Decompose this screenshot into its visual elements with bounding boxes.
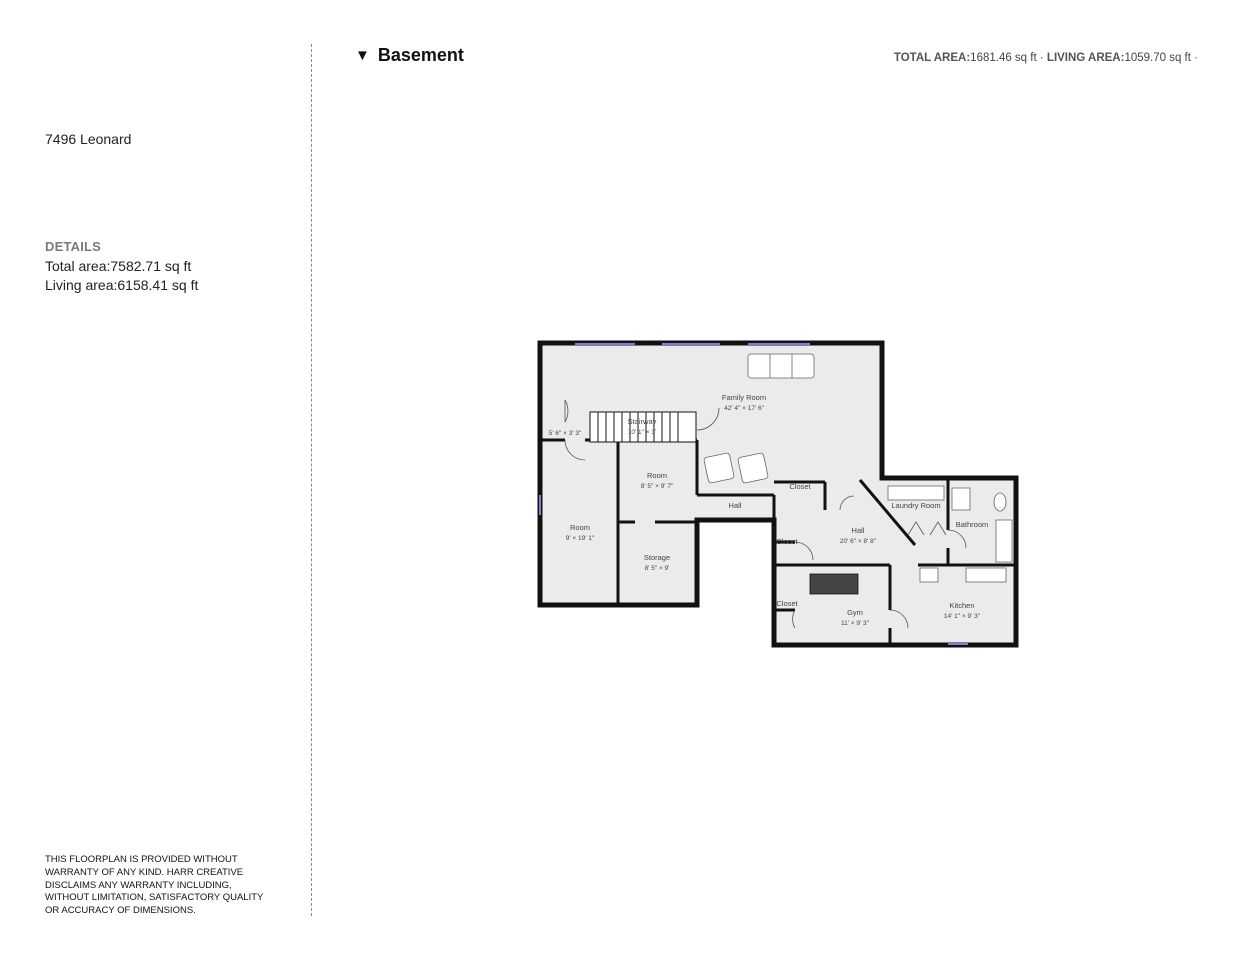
floor-title: Basement [377,45,464,65]
room-label-hall-upper: Hall [728,501,742,510]
room-dims-room-left: 9' × 19' 1" [565,535,595,542]
triangle-down-icon: ▼ [355,47,370,64]
property-address: 7496 Leonard [45,131,132,147]
room-label-stairway: Stairway [627,417,657,426]
total-area-value: 7582.71 sq ft [110,258,192,274]
details-section [45,239,198,295]
room-label-room-left: Room [569,523,591,532]
cutout [697,522,774,612]
info-sidebar [0,0,312,960]
details-heading: DETAILS [45,239,102,254]
disclaimer-text: THIS FLOORPLAN IS PROVIDED WITHOUT WARRANTY OF ANY KIND. HARR CREATIVE DISCLAIMS ANY WARRANTY INCLUDING, WITHOUT LIMITATION, SATISFACTORY QUALITY OR ACCURACY OF DIMENSIONS. [45,854,264,917]
room-label-laundry: Laundry Room [891,501,941,510]
room-dims-kitchen: 14' 1" × 9' 3" [943,613,981,620]
room-label-closet-mid: Closet [776,537,798,546]
floor-area-summary [894,52,1198,64]
room-label-hall-main: Hall [851,526,865,535]
room-dims-storage: 8' 5" × 9' [644,565,670,572]
room-dims-small-closet: 5' 6" × 3' 3" [548,430,582,437]
room-dims-hall-main: 20' 6" × 8' 8" [839,538,877,545]
room-label-family-room: Family Room [721,393,767,402]
living-area-label: Living area: [45,277,118,293]
room-dims-room-center: 8' 5" × 9' 7" [640,483,674,490]
room-label-closet-top: Closet [789,482,811,491]
room-dims-family-room: 42' 4" × 17' 6" [724,405,764,412]
total-area-label: Total area: [45,258,111,274]
room-label-closet-low: Closet [776,599,798,608]
room-label-storage: Storage [643,553,671,562]
living-area-value: 6158.41 sq ft [117,277,199,293]
floor-living-area-label: LIVING AREA: [1046,52,1125,64]
floor-total-area-label: TOTAL AREA: [893,52,971,64]
living-area-row [45,276,198,295]
floor-living-area-value: 1059.70 sq ft [1124,52,1191,64]
room-label-room-center: Room [646,471,668,480]
room-dims-stairway: 10' 1" × 3' [627,429,657,436]
sidebar-divider [311,44,312,916]
room-label-bathroom: Bathroom [955,520,989,529]
floor-toggle[interactable] [355,45,464,66]
room-dims-gym: 11' × 9' 3" [841,620,869,627]
separator: · [1039,52,1044,64]
room-label-kitchen: Kitchen [949,601,975,610]
floor-total-area-value: 1681.46 sq ft [970,52,1037,64]
separator: · [1194,52,1198,64]
room-label-gym: Gym [847,608,863,617]
floorplan-diagram [520,330,1040,660]
total-area-row [45,257,198,276]
